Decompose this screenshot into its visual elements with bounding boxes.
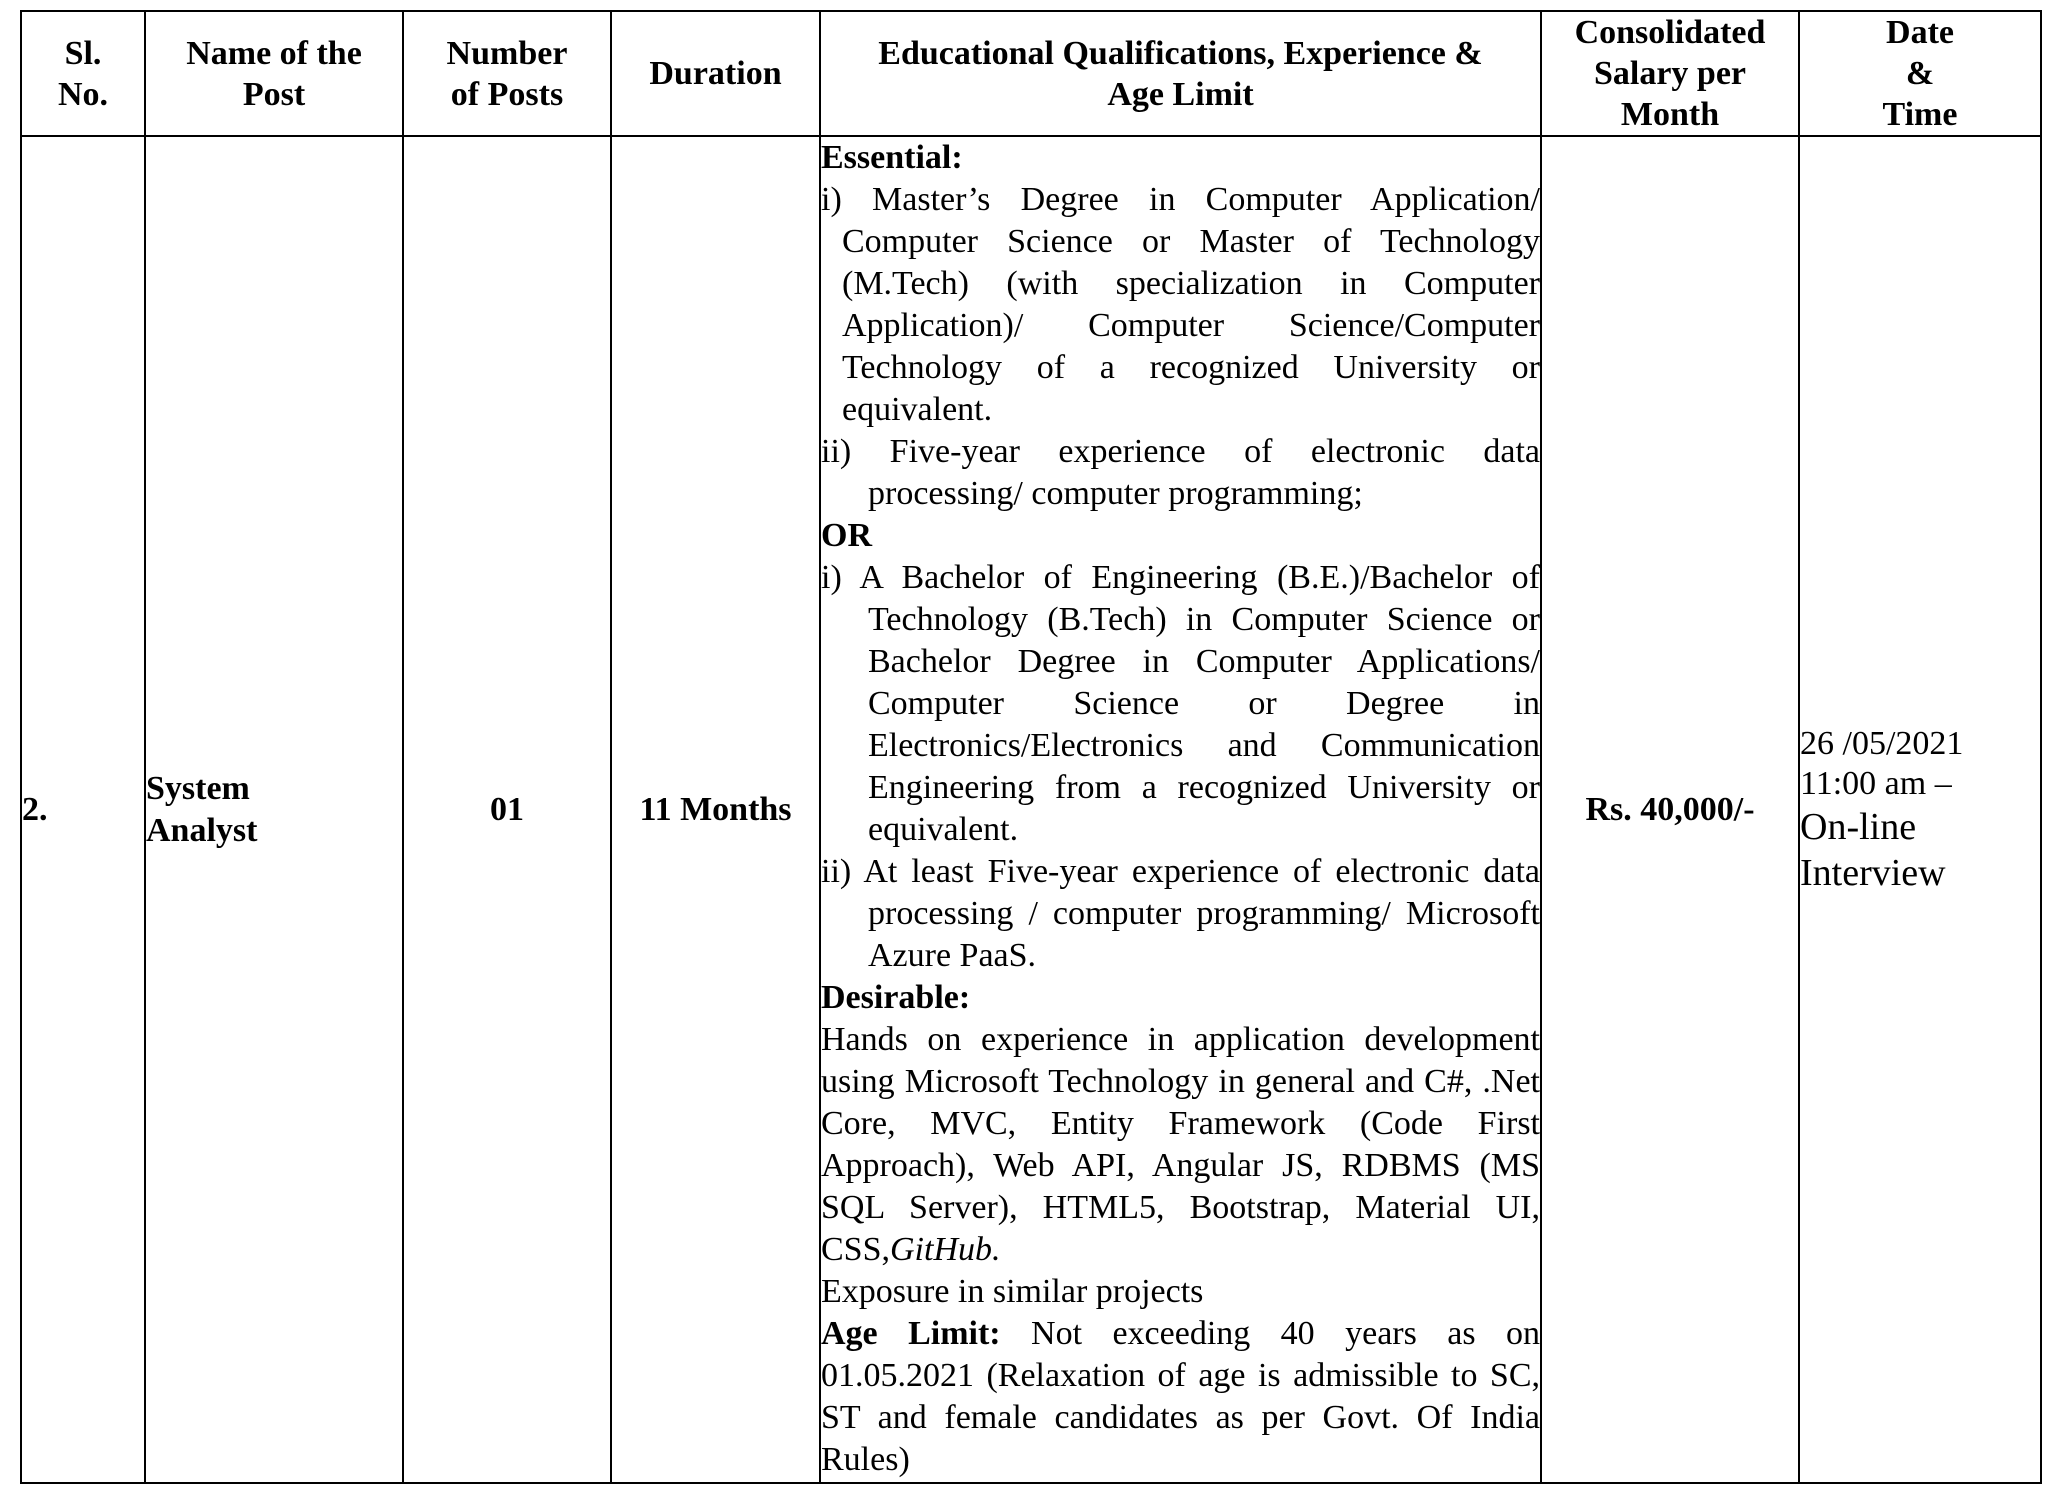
header-duration: Duration bbox=[611, 11, 820, 136]
header-number-of-posts: Number of Posts bbox=[403, 11, 611, 136]
salary-cell: Rs. 40,000/- bbox=[1541, 136, 1799, 1483]
duration-cell: 11 Months bbox=[611, 136, 820, 1483]
sl-no-cell: 2. bbox=[21, 136, 145, 1483]
interview-time: 11:00 am – bbox=[1800, 764, 1952, 802]
desirable-paragraph bbox=[821, 1019, 1540, 1271]
desirable-text: Hands on experience in application development using Microsoft Technology in general and C#, .Net Core, MVC, Entity Framework (Code First Approach), Web API, Angular JS, RDBMS (MS SQL Server), HTML5, Bootstrap, Material UI, CSS, bbox=[821, 1021, 1540, 1268]
table-row bbox=[21, 136, 2041, 1483]
age-limit-paragraph bbox=[821, 1313, 1540, 1481]
desirable-github: GitHub. bbox=[890, 1231, 1001, 1268]
header-date-time: Date & Time bbox=[1799, 11, 2041, 136]
recruitment-table bbox=[20, 10, 2042, 1484]
number-of-posts-cell: 01 bbox=[403, 136, 611, 1483]
interview-mode: On-line Interview bbox=[1800, 805, 1946, 894]
date-time-cell bbox=[1799, 136, 2041, 1483]
exposure-text: Exposure in similar projects bbox=[821, 1273, 1204, 1310]
header-row bbox=[21, 11, 2041, 136]
post-name-cell bbox=[145, 136, 403, 1483]
alternative-item-2: ii) At least Five-year experience of electronic data processing / computer programming/ Microsoft Azure PaaS. bbox=[821, 853, 1540, 974]
header-qualifications: Educational Qualifications, Experience & Age Limit bbox=[820, 11, 1541, 136]
essential-label: Essential: bbox=[821, 139, 963, 176]
post-name: System Analyst bbox=[146, 769, 258, 849]
essential-item-1: i) Master’s Degree in Computer Application/ Computer Science or Master of Technology (M.Tech) (with specialization in Computer Application)/ Computer Science/Computer Technology of a recognized University or equivalent. bbox=[821, 181, 1540, 428]
desirable-label: Desirable: bbox=[821, 979, 971, 1016]
or-label: OR bbox=[821, 517, 872, 554]
age-limit-label: Age Limit: bbox=[821, 1315, 1001, 1352]
header-post-name: Name of the Post bbox=[145, 11, 403, 136]
age-limit-text: Not exceeding 40 years as on 01.05.2021 (Relaxation of age is admissible to SC, ST and female candidates as per Govt. Of India Rules) bbox=[821, 1315, 1540, 1478]
qualifications-cell bbox=[820, 136, 1541, 1483]
header-salary: Consolidated Salary per Month bbox=[1541, 11, 1799, 136]
essential-item-2: ii) Five-year experience of electronic data processing/ computer programming; bbox=[821, 433, 1540, 512]
interview-date: 26 /05/2021 bbox=[1800, 724, 1964, 762]
header-sl-no: Sl. No. bbox=[21, 11, 145, 136]
alternative-item-1: i) A Bachelor of Engineering (B.E.)/Bachelor of Technology (B.Tech) in Computer Science or Bachelor Degree in Computer Applications/ Computer Science or Degree in Electronics/Electronics and Communication Engineering from a recognized University or equivalent. bbox=[821, 559, 1540, 848]
